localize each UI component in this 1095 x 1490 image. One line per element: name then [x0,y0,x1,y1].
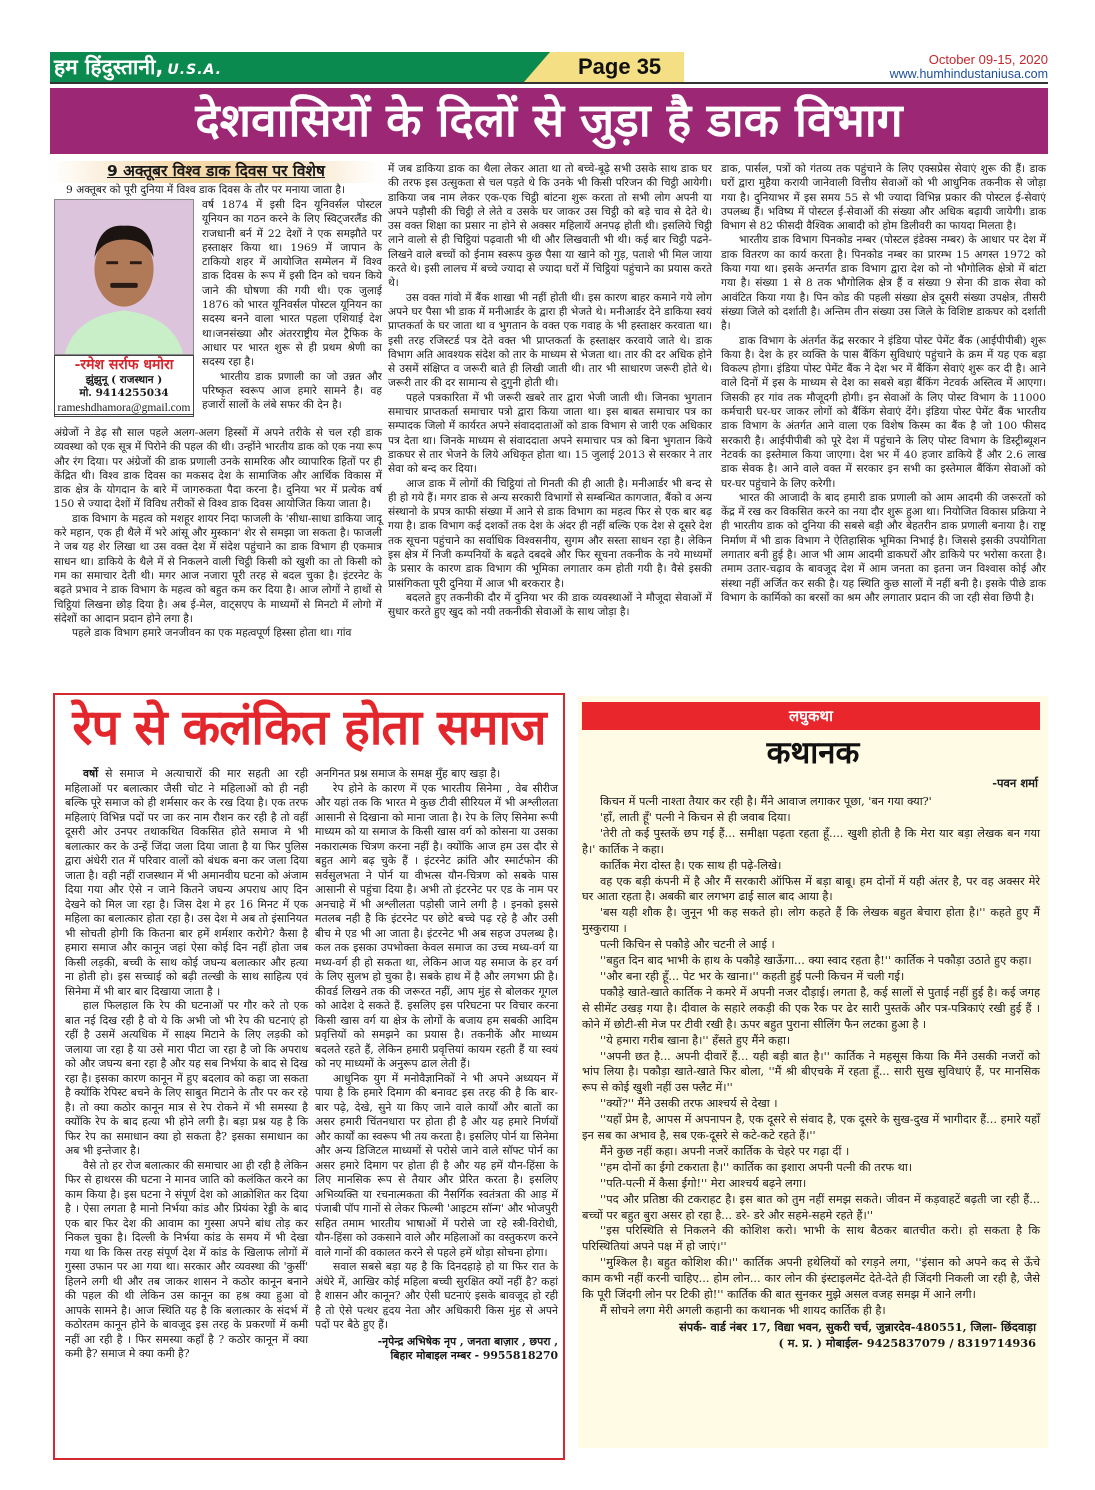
paragraph: डाक, पार्सल, पत्रों को गंतव्य तक पहुंचाने के लिए एक्सप्रेस सेवाएं शुरू की हैं। डाक घरों द्वारा मुहैया करायी जानेवाली वित्तीय सेवाओं को भी आधुनिक तकनीक से जोड़ा गया है। दुनियाभर में इस समय 55 से भी ज्यादा विभिन्न प्रकार की पोस्टल ई-सेवाएं उपलब्ध हैं। भविष्य में पोस्टल ई-सेवाओं की संख्या और अधिक बढ़ायी जायेगी। डाक विभाग से 82 फीसदी वैश्विक आबादी को होम डिलीवरी का फायदा मिलता है। [721,163,1046,233]
paragraph: सवाल सबसे बड़ा यह है कि दिनदहाड़े हो या फिर रात के अंधेरे में, आखिर कोई महिला बच्ची सुरक्षित क्यों नहीं है? कहां है शासन और कानून? और ऐसी घटनाएं इसके बावजूद हो रही है तो ऐसे पत्थर हृदय नेता और अधिकारी किस मुंह से अपने पदों पर बैठे हुए हैं। [315,1260,558,1331]
paragraph: पत्नी किचिन से पकौड़े और चटनी ले आई । [600,938,775,952]
paragraph: ''और बना रही हूँ... पेट भर के खाना।'' कहती हुई पत्नी किचन में चली गई। [600,969,905,983]
main-headline-banner [50,88,1048,154]
author-location: झुंझुनू ( राजस्थान ) [85,374,163,386]
paragraph: पहले डाक विभाग हमारे जनजीवन का एक महत्वपूर्ण हिस्सा होता था। गांव [72,627,352,640]
paragraph: कार्तिक मेरा दोस्त है। एक साथ ही पढ़े-लिखे। [600,858,782,872]
paragraph: आधुनिक युग में मनोवैज्ञानिकों ने भी अपने अध्ययन में पाया है कि हमारे दिमाग की बनावट इस तरह की है कि बार-बार पढ़े, देखे, सुने या किए जाने वाले कार्यों और बातों का असर हमारी चिंतनधारा पर होता ही है और यह हमारे निर्णयों और कार्यों का स्वरूप भी तय करता है। इसलिए पोर्न या सिनेमा और अन्य डिजिटल माध्यमों से परोसे जाने वाले सॉफ्ट पोर्न का असर हमारे दिमाग पर होता ही है और यह हमें यौन-हिंसा के लिए मानसिक रूप से तैयार और प्रेरित करता है। इसलिए अभिव्यक्ति या रचनात्मकता की नैसर्गिक स्वतंत्रता की आड़ में पंजाबी पॉप गानों से लेकर फिल्मी 'आइटम सॉन्ग' और भोजपुरी सहित तमाम भारतीय भाषाओं में परोसे जा रहे स्त्री-विरोधी, यौन-हिंसा को उकसाने वाले और महिलाओं का वस्तुकरण करने वाले गानों की वकालत करने से पहले हमें थोड़ा सोचना होगा। [315,1071,558,1259]
paragraph: वर्ष 1874 में इसी दिन यूनिवर्सल पोस्टल यूनियन का गठन करने के लिए स्विट्जरलैंड की राजधानी बर्न में 22 देशों ने एक समझौते पर हस्ताक्षर किया था। 1969 में जापान के टाकियो शहर में आयोजित सम्मेलन में विश्व डाक दिवस के रूप में इसी दिन को चयन किये जाने की घोषणा की गयी थी। एक जुलाई 1876 को भारत यूनिवर्सल पोस्टल यूनियन का सदस्य बनने वाला भारत पहला एशियाई देश था।जनसंख्या और अंतरराष्ट्रीय मेल ट्रैफिक के आधार पर भारत शुरू से ही प्रथम श्रेणी का सदस्य रहा है। [202,199,382,369]
article-column-right [315,767,558,1364]
contact-address: संपर्क- वार्ड नंबर 17, विद्या भवन, सुकरी चर्च, जुन्नारदेव-480551, जिला- छिंदवाड़ा [679,1319,1036,1334]
paragraph: मैंने कुछ नहीं कहा। अपनी नजरें कार्तिक के चेहरे पर गढ़ा दीं । [600,1144,850,1158]
paragraph [65,767,308,999]
paragraph: डाक विभाग के महत्व को मशहूर शायर निदा फाजली के 'सीधा-साधा डाकिया जादू करे महान, एक ही थैले में भरे आंसू और मुस्कान' शेर से समझा जा सकता है। फाजली ने जब यह शेर लिखा था उस वक्त देश में संदेश पहुंचाने का डाक विभाग ही एकमात्र साधन था। डाकिये के थैले में से निकलने वाली चिट्ठी किसी को खुशी का तो किसी को गम का समाचार देती थी। मगर आज नजारा पूरी तरह से बदल चुका है। इंटरनेट के बढ़ते प्रभाव ने डाक विभाग के महत्व को बहुत कम कर दिया है। आज लोगों ने हाथों से चिट्ठियां लिखना छोड़ दिया है। अब ई-मेल, वाट्सएप के माध्यमों से मिनटो में लोगो में संदेशों का आदान प्रदान होने लगा है। [54,512,382,625]
paragraph: ''अपनी छत है... अपनी दीवारें हैं... यही बड़ी बात है।'' कार्तिक ने महसूस किया कि मैंने उसकी नजरों को भांप लिया है। पकौड़ा खाते-खाते फिर बोला, ''मैं श्री बीएचके में रहता हूँ... सारी सुख सुविधाएं हैं, पर मानसिक रूप से कोई खुशी नहीं उस फ्लैट में।'' [582,1049,1040,1095]
author-portrait-icon [55,200,193,354]
paragraph: ''हम दोनों का ईगो टकराता है।'' कार्तिक का इशारा अपनी पत्नी की तरफ था। [600,1160,913,1174]
author-phone: मो. 9414255034 [79,387,169,399]
story-kicker-banner [582,702,1040,730]
issue-date: October 09-15, 2020 [928,52,1048,67]
paragraph: बदलते हुए तकनीकी दौर में दुनिया भर की डाक व्यवस्थाओं ने मौजूदा सेवाओं में सुधार करते हुए खुद को नयी तकनीकी सेवाओं के साथ जोड़ा है। [388,591,712,619]
paragraph: रेप होने के कारण में एक भारतीय सिनेमा , वेब सीरीज और यहां तक कि भारत मे कुछ टीवी सीरियल में भी अश्लीलता आसानी से दिखाना को माना जाता है। रेप के लिए सिनेमा रूपी माध्यम को या समाज के किसी खास वर्ग को कोसना या उसका नकारात्मक चित्रण करना नहीं है। क्योंकि आज हम उस दौर से बहुत आगे बढ़ चुके हैं । इंटरनेट क्रांति और स्मार्टफोन की सर्वसुलभता ने पोर्न या वीभत्स यौन-चित्रण को सबके पास आसानी से पहुंचा दिया है। अभी तो इंटरनेट पर एड के नाम पर अनचाहे में भी अश्लीलता पड़ोसी जाने लगी है । इनको इससे मतलब नही है कि इंटरनेट पर छोटे बच्चे पढ़ रहे है और उसी बीच मे एड भी आ जाता है। इंटरनेट भी अब सहज उपलब्ध है। कल तक इसका उपभोक्ता केवल समाज का उच्च मध्य-वर्ग या मध्य-वर्ग ही हो सकता था, लेकिन आज यह समाज के हर वर्ग के लिए सुलभ हो चुका है। सबके हाथ में है और लगभग फ्री है। कीवर्ड लिखने तक की जरूरत नहीं, आप मुंह से बोलकर गूगल को आदेश दे सकते हैं. इसलिए इस परिघटना पर विचार करना किसी खास वर्ग या क्षेत्र के लोगों के बजाय हम सबकी आदिम प्रवृत्तियों को समझने का प्रयास है। तकनीकें और माध्यम बदलते रहते हैं, लेकिन हमारी प्रवृत्तियां कायम रहती हैं या स्वयं को नए माध्यमों के अनुरूप ढाल लेती हैं। [315,781,558,1070]
paragraph: पकौड़े खाते-खाते कार्तिक ने कमरे में अपनी नजर दौड़ाई। लगता है, कई सालों से पुताई नहीं हुई है। कई जगह से सीमेंट उखड़ गया है। दीवाल के सहारे लकड़ी की एक रैक पर ढेर सारी पुस्तकें और पत्र-पत्रिकाएं रखी हुई हैं ।कोने में छोटी-सी मेज पर टीवी रखी है। ऊपर बहुत पुराना सीलिंग फैन लटका हुआ है । [582,985,1040,1031]
paragraph: ''क्यों?'' मैंने उसकी तरफ आश्चर्य से देखा । [600,1097,778,1111]
story-author: -पवन शर्मा [992,776,1038,790]
paragraph: ''यहाँ प्रेम है, आपस में अपनापन है, एक दूसरे से संवाद है, एक दूसरे के सुख-दुख में भागीदार हैं... हमारे यहाँ इन सब का अभाव है, सब एक-दूसरे से कटे-कटे रहते हैं।'' [582,1113,1040,1143]
publication-name-hindi: हम हिंदुस्तानी, [54,55,164,79]
section-kicker: 9 अक्तूबर विश्व डाक दिवस पर विशेष [106,162,325,180]
paragraph: ''ये हमारा गरीब खाना है।'' हँसते हुए मैंने कहा। [600,1033,791,1047]
paragraph: अंग्रेजों ने डेढ़ सौ साल पहले अलग-अलग हिस्सों में अपने तरीके से चल रही डाक व्यवस्था को एक सूत्र में पिरोने की पहल की थी। उन्होंने भारतीय डाक को एक नया रूप और रंग दिया। पर अंग्रेजों की डाक प्रणाली उनके सामरिक और व्यापारिक हितों पर ही केंद्रित थी। विश्व डाक दिवस का मकसद देश के सामाजिक और आर्थिक विकास में डाक क्षेत्र के योगदान के बारे में जागरुकता पैदा करना है। दुनिया भर में प्रत्येक वर्ष 150 से ज्यादा देशों में विविध तरीकों से विश्व डाक दिवस आयोजित किया जाता है। [54,427,382,511]
paragraph: मैं सोचने लगा मेरी अगली कहानी का कथानक भी शायद कार्तिक ही है। [600,1304,886,1317]
article-headline: रेप से कलंकित होता समाज [72,699,546,756]
masthead [50,52,1048,84]
website-link[interactable]: www.humhindustaniusa.com [889,67,1048,81]
story-kicker: लघुकथा [788,707,834,725]
author-photo [54,199,194,355]
story-title: कथानक [766,735,860,771]
paragraph: पहले पत्रकारिता में भी जरूरी खबरे तार द्वारा भेजी जाती थी। जिनका भुगतान समाचार प्राप्तकर्ता समाचार पत्रो द्वारा किया जाता था। इस बाबत समाचार पत्र का सम्पादक जिलो में कार्यरत अपने संवाददाताओं को डाक विभाग से जारी एक अधिकार पत्र देता था। जिनके माध्यम से संवाददाता अपने समाचार पत्र को बिना भुगतान किये डाकघर से तार भेजने के लिये अधिकृत होता था। 15 जुलाई 2013 से सरकार ने तार सेवा को बन्द कर दिया। [388,391,712,476]
author-name: -रमेश सर्राफ धमोरा [74,357,174,373]
article-column-3 [721,162,1046,605]
article-column-2 [388,162,712,620]
main-headline: देशवासियों के दिलों से जुड़ा है डाक विभाग [195,93,903,147]
byline-author: -नृपेन्द्र अभिषेक नृप , जनता बाज़ार , छपरा , [377,1334,558,1348]
page-number: Page 35 [578,54,662,79]
article-intro: 9 अक्तूबर को पूरी दुनिया में विश्व डाक दिवस के तौर पर मनाया जाता है। [66,184,345,196]
lead-word: वर्षो [83,767,99,780]
paragraph: भारतीय डाक विभाग पिनकोड नम्बर (पोस्टल इंडेक्स नम्बर) के आधार पर देश में डाक वितरण का कार्य करता है। पिनकोड नम्बर का प्रारम्भ 15 अगस्त 1972 को किया गया था। इसके अन्तर्गत डाक विभाग द्वारा देश को नो भौगोलिक क्षेत्रो में बांटा गया है। संख्या 1 से 8 तक भौगोलिक क्षेत्र हैं व संख्या 9 सेना की डाक सेवा को आवंटित किया गया है। पिन कोड की पहली संख्या क्षेत्र दूसरी संख्या उपक्षेत्र, तीसरी संख्या जिले को दर्शाती है। अन्तिम तीन संख्या उस जिले के विशिष्ट डाकघर को दर्शाती है। [721,234,1046,333]
paragraph: 'तेरी तो कई पुस्तकें छप गई हैं... समीक्षा पढ़ता रहता हूँ.... खुशी होती है कि मेरा यार बड़ा लेखक बन गया है।' कार्तिक ने कहा। [582,826,1040,856]
paragraph: अनगिनत प्रश्न समाज के समक्ष मुँह बाए खड़ा है। [315,767,501,780]
story-body [582,794,1040,1351]
paragraph: ''बहुत दिन बाद भाभी के हाथ के पकौड़े खाऊँगा... क्या स्वाद रहता है!'' कार्तिक ने पकौड़ा उठाते हुए कहा। [600,954,1032,968]
paragraph: डाक विभाग के अंतर्गत केंद्र सरकार ने इंडिया पोस्ट पेमेंट बैंक (आईपीपीबी) शुरू किया है। देश के हर व्यक्ति के पास बैंकिंग सुविधाएं पहुंचाने के क्रम में यह एक बड़ा विकल्प होगा। इंडिया पोस्ट पेमेंट बैंक ने देश भर में बैंकिंग सेवाएं शुरू कर दी है। आने वाले दिनों में इस के माध्यम से देश का सबसे बड़ा बैंकिंग नेटवर्क अस्तित्व में आएगा। जिसकी हर गांव तक मौजूदगी होगी। इन सेवाओं के लिए पोस्ट विभाग के 11000 कर्मचारी घर-घर जाकर लोगों को बैंकिंग सेवाएं देंगे। इंडिया पोस्ट पेमेंट बैंक भारतीय डाक विभाग के अंतर्गत आने वाला एक विशेष किस्म का बैंक है जो 100 फीसद सरकारी है। आईपीपीबी को पूरे देश में पहुंचाने के लिए पोस्ट विभाग के डिस्ट्रीब्यूशन नेटवर्क का इस्तेमाल किया जाएगा। देश भर में 40 हजार डाकिये हैं और 2.6 लाख डाक सेवक है। आने वाले वक्त में सरकार इन सभी का इस्तेमाल बैंकिंग सेवाओं को घर-घर पहुंचाने के लिए करेगी। [721,334,1046,490]
article-column-1 [54,426,382,640]
section-kicker-banner [52,161,380,183]
paragraph: ''मुश्किल है। बहुत कोशिश की।'' कार्तिक अपनी हथेलियों को रगड़ने लगा, ''इंसान को अपने कद से ऊँचे काम कभी नहीं करनी चाहिए... होम लोन... कार लोन की इंस्टाइलमेंट देते-देते ही जिंदगी निकली जा रही है, जैसे कि पूरी जिंदगी लोन पर टिकी हो!'' कार्तिक की बात सुनकर मुझे असल वजह समझ में आने लगी। [582,1256,1040,1302]
paragraph: वह एक बड़ी कंपनी में है और मैं सरकारी ऑफिस में बड़ा बाबू। हम दोनों में यही अंतर है, पर वह अक्सर मेरे घर आता रहता है। अबकी बार लगभग ढाई साल बाद आया है। [582,874,1040,904]
contact-phone: ( म. प्र. ) मोबाईल- 9425837079 / 8319714936 [778,1335,1036,1350]
article-short-story [578,696,1048,1448]
paragraph-text: से समाज मे अत्याचारों की मार सहती आ रही महिलाओं पर बलात्कार जैसी चोट ने महिलाओं को ही नही बल्कि पूरे समाज को ही शर्मसार कर के रख दिया है। एक तरफ महिलाएं विभिन्न पदों पर जा कर नाम रौशन कर रही है तो वहीं दूसरी ओर उनपर तथाकथित विकसित होते समाज मे भी बलात्कार कर के उन्हें जिंदा जला दिया जाता है या फिर पुलिस द्वारा अंधेरी रात में परिवार वालों को बंधक बना कर जला दिया जाता है। वही नहीं राजस्थान में भी अमानवीय घटना को अंजाम दिया गया और ऐसे न जाने कितने जघन्य अपराध आए दिन देखने को मिल जा रहा है। जिस देश मे हर 16 मिनट में एक महिला का बलात्कार होता रहा है। उस देश मे अब तो इंसानियत भी सोचती होगी कि कितना बार हमें शर्मशार करोगे? कैसा है हमारा समाज और कानून जहां ऐसा कोई दिन नहीं होता जब किसी लड़की, बच्ची के साथ कोई जघन्य बलात्कार और हत्या ना होती हो। इस सच्चाई को बढ़ी तल्खी के साथ साहित्य एवं सिनेमा में भी बार बार दिखाया जाता है । [65,767,308,998]
author-email[interactable]: rameshdhamora@gmail.com [54,401,194,417]
paragraph: भारत की आजादी के बाद हमारी डाक प्रणाली को आम आदमी की जरूरतों को केंद्र में रख कर विकसित करने का नया दौर शुरू हुआ था। नियोजित विकास प्रक्रिया ने ही भारतीय डाक को दुनिया की सबसे बड़ी और बेहतरीन डाक प्रणाली बनाया है। राष्ट्र निर्माण में भी डाक विभाग ने ऐतिहासिक भूमिका निभाई है। जिससे इसकी उपयोगिता लगातार बनी हुई है। आज भी आम आदमी डाकघरों और डाकिये पर भरोसा करता है। तमाम उतार-चढ़ाव के बावजूद देश में आम जनता का इतना जन विश्वास कोई और संस्था नहीं अर्जित कर सकी है। यह स्थिति कुछ सालों में नहीं बनी है। इसके पीछे डाक विभाग के कार्मिको का बरसों का श्रम और लगातार प्रदान की जा रही सेवा छिपी है। [721,491,1046,604]
paragraph: 'हाँ, लाती हूँ' पत्नी ने किचन से ही जवाब दिया। [600,810,791,824]
paragraph: में जब डाकिया डाक का थैला लेकर आता था तो बच्चे-बूढ़े सभी उसके साथ डाक घर की तरफ इस उत्सुकता से चल पड़ते थे कि उनके भी किसी परिजन की चिट्ठी आयेगी। डाकिया जब नाम लेकर एक-एक चिट्ठी बांटना शुरू करता तो सभी लोग अपनी या अपने पड़ौसी की चिट्ठी ले लेते व उसके घर जाकर उस चिट्ठी को बड़े चाव से देते थे। उस वक्त शिक्षा का प्रसार ना होने से अक्सर महिलायें अनपढ़ होती थी। इसलिये चिट्ठी लाने वालो से ही चिट्ठियां पढ़वाती भी थी और लिखवाती भी थी। कई बार चिट्ठी पढने-लिखने वाले बच्चों को ईनाम स्वरूप कुछ पैसा या खाने को गुड़, पताशे भी मिल जाया करते थे। इसी लालच में बच्चे ज्यादा से ज्यादा घरों में चिट्ठियां पहुंचाने का प्रयास करते थे। [388,163,712,290]
publication-name [54,53,222,84]
paragraph: ''पति-पत्नी में कैसा ईगो!'' मेरा आश्चर्य बढ़ने लगा। [600,1176,807,1190]
paragraph: उस वक्त गांवो में बैंक शाखा भी नहीं होती थी। इस कारण बाहर कमाने गये लोग अपने घर पैसा भी डाक में मनीआर्डर के द्वारा ही भेजते थे। मनीआर्डर देने डाकिया स्वयं प्राप्तकर्ता के घर जाता था व भुगतान के वक्त एक गवाह के भी हस्ताक्षर करवाता था। इसी तरह रजिस्टर्ड पत्र देते वक्त भी प्राप्तकर्ता के हस्ताक्षर करवाये जाते थे। डाक विभाग अति आवश्यक संदेश को तार के माध्यम से भेजता था। तार की दर अधिक होने से उसमें संक्षिप्त व जरूरी बाते ही लिखी जाती थी। तार भी साधारण जरूरी होते थे। जरूरी तार की दर सामान्य से दुगुनी होती थी। [388,291,712,390]
paragraph: आज डाक में लोगों की चिट्ठियां तो गिनती की ही आती है। मनीआर्डर भी बन्द से ही हो गये हैं। मगर डाक से अन्य सरकारी विभागों से सम्बन्धित कागजात, बैंको व अन्य संस्थानो के प्रपत्र काफी संख्या में आने से डाक विभाग का महत्व फिर से एक बार बढ़ गया है। डाक विभाग कई दशकों तक देश के अंदर ही नहीं बल्कि एक देश से दूसरे देश तक सूचना पहुंचाने का सर्वाधिक विश्वसनीय, सुगम और सस्ता साधन रहा है। लेकिन इस क्षेत्र में निजी कम्पनियों के बढ़ते दबदबे और फिर सूचना तकनीक के नये माध्यमों के प्रसार के कारण डाक विभाग की भूमिका लगातार कम होती गयी है। वैसे इसकी प्रासंगिकता पूरी दुनिया में आज भी बरकरार है। [388,477,712,590]
paragraph: ''पद और प्रतिष्ठा की टकराहट है। इस बात को तुम नहीं समझ सकते। जीवन में कड़वाहटें बढ़ती जा रही हैं... बच्चों पर बहुत बुरा असर हो रहा है... डरे- डरे और सहमे-सहमे रहते हैं।'' [582,1192,1040,1222]
article-rape-society [53,693,565,1460]
publication-name-suffix: U.S.A. [167,62,222,78]
brand-bar [50,52,550,82]
story-author-contact [582,1319,1040,1351]
paragraph: वैसे तो हर रोज बलात्कार की समाचार आ ही रही है लेकिन फिर से हाथरस की घटना ने मानव जाति को कलंकित करने का काम किया है। इस घटना ने संपूर्ण देश को आक्रोशित कर दिया है । ऐसा लगता है मानो निर्भया कांड और प्रियंका रेड्डी के बाद एक बार फिर देश की आवाम का गुस्सा अपने बांध तोड़ कर निकल चुका है। दिल्ली के निर्भया कांड के समय में भी देखा गया था कि किस तरह संपूर्ण देश में कांड के खिलाफ लोगों में गुस्सा उफान पर आ गया था। सरकार और व्यवस्था की 'कुर्सी' हिलने लगी थी और तब जाकर शासन ने कठोर कानून बनाने की पहल की थी लेकिन उस कानून का हश्र क्या हुआ वो आपके सामने है। आज स्थिति यह है कि बलात्कार के संदर्भ में कठोरतम कानून होने के बावजूद इस तरह के प्रकरणों में कमी नहीं आ रही है । फिर समस्या कहाँ है ? कठोर कानून में क्या कमी है? समाज मे क्या कमी है? [65,1158,308,1360]
article-column-beside-photo [202,198,382,412]
paragraph: 'बस यही शौक है। जुनून भी कह सकते हो। लोग कहते हैं कि लेखक बहुत बेचारा होता है।'' कहते हुए मैं मुस्कुराया । [582,906,1040,936]
paragraph: किचन में पत्नी नाश्ता तैयार कर रही है। मैंने आवाज लगाकर पूछा, 'बन गया क्या?' [600,795,932,808]
article-column-left [65,767,308,1362]
byline-contact: बिहार मोबाइल नम्बर - 9955818270 [390,1349,558,1362]
paragraph: ''इस परिस्थिति से निकलने की कोशिश करो। भाभी के साथ बैठकर बातचीत करो। हो सकता है कि परिस्थितियां अपने पक्ष में हो जाएं।'' [582,1224,1040,1254]
article-byline [315,1335,558,1364]
paragraph: भारतीय डाक प्रणाली का जो उन्नत और परिष्कृत स्वरूप आज हमारे सामने है। वह हजारों सालों के लंबे सफर की देन है। [202,370,382,412]
masthead-divider [50,82,1048,84]
paragraph: हाल फिलहाल कि रेप की घटनाओं पर गौर करे तो एक बात नई दिख रही है वो ये कि अभी जो भी रेप की घटनाएं हो रहीं है उसमें अत्यधिक में साक्ष्य मिटाने के लिए लड़की को जलाया जा रहा है या उसे मारा पीटा जा रहा है जो कि अपराध को और जघन्य बना रहा है और यह सब निर्भया के बाद से दिख रहा है। इसका कारण कानून में हुए बदलाव को कहा जा सकता है क्योंकि रेपिस्ट बचने के लिए साबुत मिटाने के तौर पर कर रहे है। तो क्या कठोर कानून मात्र से रेप रोकने में भी समस्या है क्योंकि रेप के बाद हत्या भी होने लगी है। बड़ा प्रश्न यह है कि फिर रेप का समाधान क्या हो सकता है? इसका समाधान का अब भी इन्तेजार है। [65,999,308,1157]
